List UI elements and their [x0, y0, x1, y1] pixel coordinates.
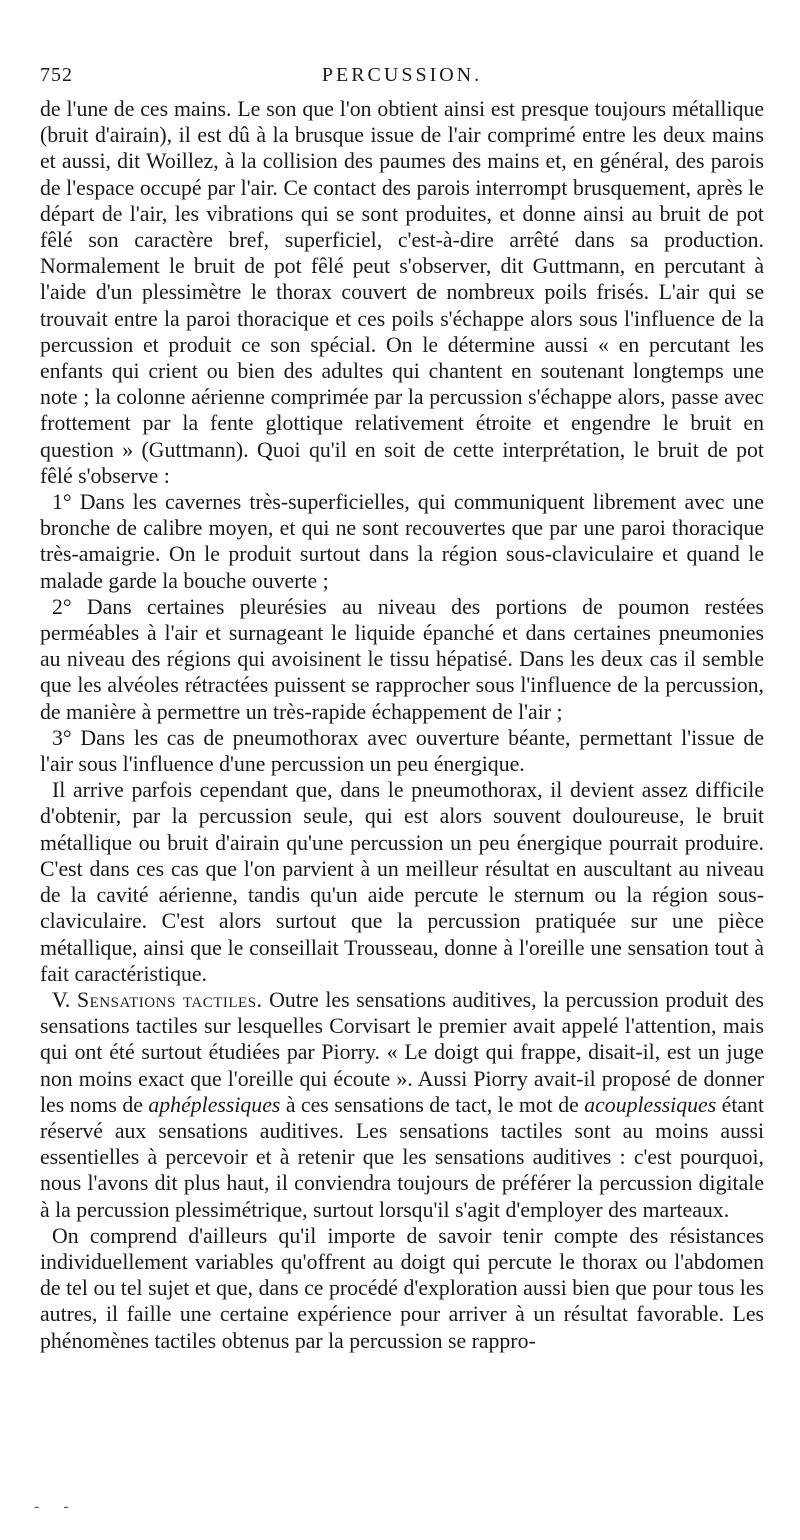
paragraph-section-v [40, 987, 764, 1223]
body-text [40, 96, 764, 1354]
paragraph-continuation: de l'une de ces mains. Le son que l'on obtient ainsi est presque toujours métallique (bruit d'airain), il est dû à la brusque issue de l'air comprimé entre les deux mains et aussi, dit Woillez, à la collision des paumes des mains et, en général, des parois de l'espace occupé par l'air. Ce contact des parois interrompt brusquement, après le départ de l'air, les vibrations qui se sont produites, et donne ainsi au bruit de pot fêlé son caractère bref, superficiel, c'est-à-dire arrêté dans sa production. Normalement le bruit de pot fêlé peut s'observer, dit Guttmann, en percutant à l'aide d'un plessimètre le thorax couvert de nombreux poils frisés. L'air qui se trouvait entre la paroi thoracique et ces poils s'échappe alors sous l'influence de la percussion et produit ce son spécial. On le détermine aussi « en percutant les enfants qui crient ou bien des adultes qui chantent en soutenant longtemps une note ; la colonne aérienne comprimée par la percussion s'échappe alors, passe avec frottement par la fente glottique relativement étroite et engendre le bruit en question » (Guttmann). Quoi qu'il en soit de cette interprétation, le bruit de pot fêlé s'observe : [40, 97, 764, 488]
term-acouplessiques: acouplessiques [584, 1092, 717, 1117]
term-apheplessiques: aphéplessiques [148, 1092, 281, 1117]
footer-marks: - - [34, 1498, 79, 1515]
page-number: 752 [40, 64, 73, 86]
section-text-1: Outre les sensations auditives, la percussion produit des sensations tactiles sur lesquelles Corvisart le premier avait appelé l'attention, mais qui ont été surtout étudiées par Piorry. « Le doigt qui frappe, disait-il, est un juge non moins exact que l'oreille qui écoute ». Aussi Piorry avait-il proposé de donner les noms de [40, 987, 764, 1117]
paragraph-pneumothorax: Il arrive parfois cependant que, dans le pneumothorax, il devient assez difficile d'obtenir, par la percussion seule, qui est alors souvent douloureuse, le bruit métallique ou bruit d'airain qu'une percussion un peu énergique pourrait produire. C'est dans ces cas que l'on parvient à un meilleur résultat en auscultant au niveau de la cavité aérienne, tandis qu'un aide percute le sternum ou la région sous-claviculaire. C'est alors surtout que la percussion pratiquée sur une pièce métallique, ainsi que le conseillait Trousseau, donne à l'oreille une sensation tout à fait caractéristique. [40, 778, 764, 986]
paragraph-item-3: 3° Dans les cas de pneumothorax avec ouverture béante, permettant l'issue de l'air sous l'influence d'une percussion un peu énergique. [40, 725, 764, 777]
section-numeral: V. [52, 987, 71, 1012]
paragraph-item-1: 1° Dans les cavernes très-superficielles, qui communiquent librement avec une bronche de calibre moyen, et qui ne sont recouvertes que par une paroi thoracique très-amaigrie. On le produit surtout dans la région sous-claviculaire et quand le malade garde la bouche ouverte ; [40, 490, 764, 593]
section-text-2: à ces sensations de tact, le mot de [285, 1092, 579, 1117]
running-title: PERCUSSION. [321, 64, 483, 86]
section-heading: Sensations tactiles. [77, 987, 263, 1012]
paragraph-final: On comprend d'ailleurs qu'il importe de savoir tenir compte des résistances individuellement variables qu'offrent au doigt qui percute le thorax ou l'abdomen de tel ou tel sujet et que, dans ce procédé d'exploration aussi bien que pour tous les autres, il faille une certaine expérience pour arriver à un résultat favorable. Les phénomènes tactiles obtenus par la percussion se rappro- [40, 1223, 764, 1353]
paragraph-item-2: 2° Dans certaines pleurésies au niveau des portions de poumon restées perméables à l'air et surnageant le liquide épanché et dans certaines pneumonies au niveau des régions qui avoisinent le tissu hépatisé. Dans les deux cas il semble que les alvéoles rétractées puissent se rapprocher sous l'influence de la percussion, de manière à permettre un très-rapide échappement de l'air ; [40, 594, 764, 724]
section-text-3: étant réservé aux sensations auditives. Les sensations tactiles sont au moins aussi essentielles à percevoir et à retenir que les sensations auditives : c'est pourquoi, nous l'avons dit plus haut, il conviendra toujours de préférer la percussion digitale à la percussion plessimétrique, surtout lorsqu'il s'agit d'employer des marteaux. [40, 1092, 765, 1222]
page-header [40, 60, 764, 96]
